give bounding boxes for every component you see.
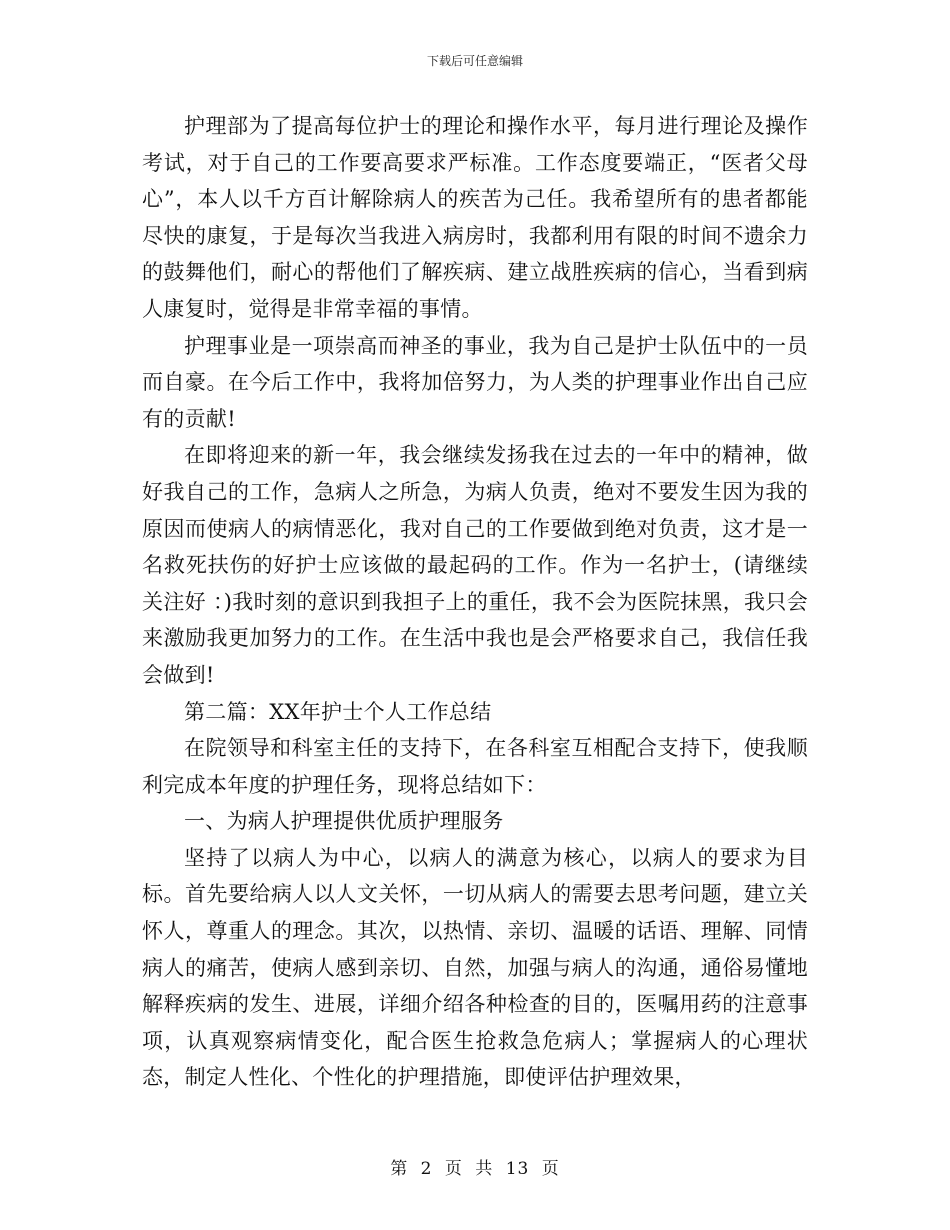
paragraph: 护理部为了提高每位护士的理论和操作水平，每月进行理论及操作考试，对于自己的工作要高要求严标准。工作态度要端正，“医者父母心”，本人以千方百计解除病人的疾苦为己任。我希望所有的患者都能尽快的康复，于是每次当我进入病房时，我都利用有限的时间不遗余力的鼓舞他们，耐心的帮他们了解疾病、建立战胜疾病的信心，当看到病人康复时，觉得是非常幸福的事情。 [142,114,808,321]
footer-current-page: 2 [420,1159,433,1179]
footer-page-suffix: 页 [444,1159,463,1179]
footer-page-prefix: 第 [390,1159,409,1179]
footer-total-suffix: 页 [541,1159,560,1179]
paragraph: 在院领导和科室主任的支持下，在各科室互相配合支持下，使我顺利完成本年度的护理任务，现将总结如下： [142,736,808,797]
footer-total-prefix: 共 [475,1159,494,1179]
paragraph: 在即将迎来的新一年，我会继续发扬我在过去的一年中的精神，做好我自己的工作，急病人之所急，为病人负责，绝对不要发生因为我的原因而使病人的病情恶化，我对自己的工作要做到绝对负责，这才是一名救死扶伤的好护士应该做的最起码的工作。作为一名护士，(请继续关注好 ：)我时刻的意识到我担子上的重任，我不会为医院抹黑，我只会来激励我更加努力的工作。在生活中我也是会严格要求自己，我信任我会做到! [142,443,808,687]
footer-total-pages: 13 [505,1159,530,1179]
subsection-heading: 一、为病人护理提供优质护理服务 [184,809,504,834]
page-header: 下载后可任意编辑 [426,54,523,68]
document-body [142,108,808,1096]
paragraph: 坚持了以病人为中心，以病人的满意为核心，以病人的要求为目标。首先要给病人以人文关怀，一切从病人的需要去思考问题，建立关怀人，尊重人的理念。其次，以热情、亲切、温暖的话语、理解、同情病人的痛苦，使病人感到亲切、自然，加强与病人的沟通，通俗易懂地解释疾病的发生、进展，详细介绍各种检查的目的，医嘱用药的注意事项，认真观察病情变化，配合医生抢救急危病人；掌握病人的心理状态，制定人性化、个性化的护理措施，即使评估护理效果， [142,845,808,1090]
section-heading: 第二篇：XX年护士个人工作总结 [184,699,492,724]
paragraph: 护理事业是一项崇高而神圣的事业，我为自己是护士队伍中的一员而自豪。在今后工作中，我将加倍努力，为人类的护理事业作出自己应有的贡献! [142,333,808,431]
page-footer [0,1154,950,1179]
